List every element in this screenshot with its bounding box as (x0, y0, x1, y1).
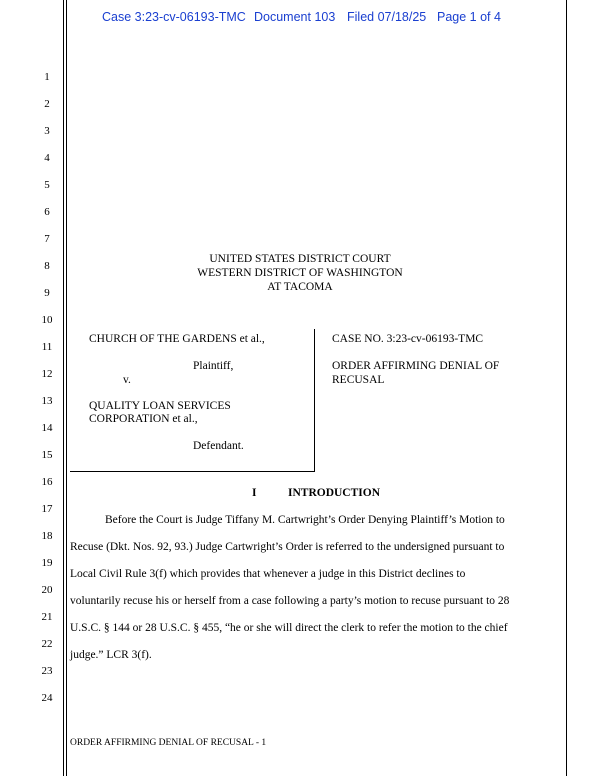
line-number: 10 (41, 314, 53, 326)
caption-divider-horizontal (70, 471, 315, 472)
body-line: judge.” LCR 3(f). (70, 649, 152, 661)
line-number: 13 (41, 395, 53, 407)
defendant-label: Defendant. (193, 440, 244, 452)
court-district: WESTERN DISTRICT OF WASHINGTON (197, 267, 403, 279)
body-line: Local Civil Rule 3(f) which provides that whenever a judge in this District declines to (70, 568, 466, 580)
line-number: 6 (44, 206, 50, 218)
body-line: voluntarily recuse his or herself from a case following a party’s motion to recuse pursuant to 28 (70, 595, 510, 607)
line-number: 15 (41, 449, 53, 461)
line-number: 19 (41, 557, 53, 569)
line-number: 7 (44, 233, 50, 245)
section-number: I (252, 487, 257, 499)
stamp-document-number: Document 103 (254, 10, 336, 24)
margin-rule-right (566, 0, 567, 776)
line-number: 24 (41, 692, 53, 704)
line-number: 20 (41, 584, 53, 596)
margin-rule-left-inner (66, 0, 67, 776)
versus: v. (123, 374, 131, 386)
line-number: 1 (44, 71, 50, 83)
order-title-line1: ORDER AFFIRMING DENIAL OF (332, 360, 500, 372)
line-number: 5 (44, 179, 50, 191)
court-location: AT TACOMA (267, 281, 333, 293)
body-line: U.S.C. § 144 or 28 U.S.C. § 455, “he or she will direct the clerk to refer the motion to the chief (70, 622, 508, 634)
line-number: 23 (41, 665, 53, 677)
page-footer: ORDER AFFIRMING DENIAL OF RECUSAL - 1 (70, 738, 267, 748)
margin-rule-left-outer (63, 0, 64, 776)
case-number: CASE NO. 3:23-cv-06193-TMC (332, 333, 484, 345)
line-number: 9 (44, 287, 50, 299)
body-line: Recuse (Dkt. Nos. 92, 93.) Judge Cartwright’s Order is referred to the undersigned pursuant to (70, 541, 505, 553)
plaintiff-name: CHURCH OF THE GARDENS et al., (89, 333, 265, 345)
order-title-line2: RECUSAL (332, 374, 385, 386)
defendant-name-line2: CORPORATION et al., (89, 413, 198, 425)
line-number: 22 (41, 638, 53, 650)
stamp-filed-date: Filed 07/18/25 (347, 10, 427, 24)
section-title: INTRODUCTION (288, 487, 381, 499)
caption-divider-vertical (314, 329, 315, 472)
line-number: 11 (41, 341, 53, 353)
line-number: 8 (44, 260, 50, 272)
body-line: Before the Court is Judge Tiffany M. Cartwright’s Order Denying Plaintiff’s Motion to (105, 514, 505, 526)
line-number: 2 (44, 98, 50, 110)
line-number: 12 (41, 368, 53, 380)
plaintiff-label: Plaintiff, (193, 360, 234, 372)
line-number: 14 (41, 422, 53, 434)
line-number: 16 (41, 476, 53, 488)
stamp-case-number: Case 3:23-cv-06193-TMC (102, 10, 246, 24)
court-name: UNITED STATES DISTRICT COURT (209, 253, 391, 265)
line-number: 3 (44, 125, 50, 137)
line-number: 17 (41, 503, 53, 515)
line-number: 4 (44, 152, 50, 164)
line-number: 21 (41, 611, 53, 623)
stamp-page: Page 1 of 4 (437, 10, 501, 24)
line-number: 18 (41, 530, 53, 542)
defendant-name-line1: QUALITY LOAN SERVICES (89, 400, 231, 412)
